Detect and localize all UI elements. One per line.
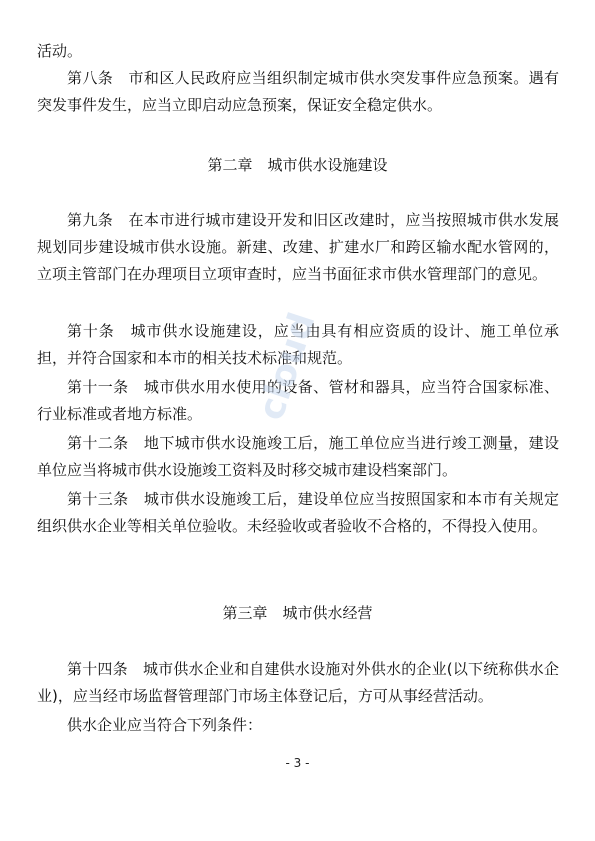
article-11: 第十一条 城市供水用水使用的设备、管材和器具，应当符合国家标准、行业标准或者地方标准。: [37, 378, 559, 423]
article-9: 第九条 在本市进行城市建设开发和旧区改建时，应当按照城市供水发展规划同步建设城市供水设施。新建、改建、扩建水厂和跨区输水配水管网的，立项主管部门在办理项目立项审查时，应当书面征求市供水管理部门的意见。: [37, 211, 559, 283]
article-14: 第十四条 城市供水企业和自建供水设施对外供水的企业(以下统称供水企业)，应当经市场监督管理部门市场主体登记后，方可从事经营活动。: [37, 660, 559, 705]
article-13: 第十三条 城市供水设施竣工后，建设单位应当按照国家和本市有关规定组织供水企业等相关单位验收。未经验收或者验收不合格的，不得投入使用。: [37, 490, 559, 535]
article-12: 第十二条 地下城市供水设施竣工后，施工单位应当进行竣工测量，建设单位应当将城市供水设施竣工资料及时移交城市建设档案部门。: [37, 434, 559, 479]
paragraph-continuation: 活动。: [37, 42, 83, 60]
supply-conditions-intro: 供水企业应当符合下列条件：: [67, 716, 263, 734]
watermark-text: cloud: [250, 307, 324, 426]
article-8: 第八条 市和区人民政府应当组织制定城市供水突发事件应急预案。遇有突发事件发生，应当立即启动应急预案，保证安全稳定供水。: [37, 69, 559, 114]
chapter-2-heading: 第二章 城市供水设施建设: [207, 156, 388, 174]
page-number: - 3 -: [285, 756, 310, 770]
article-10: 第十条 城市供水设施建设，应当由具有相应资质的设计、施工单位承担，并符合国家和本市的相关技术标准和规范。: [37, 322, 559, 367]
chapter-3-heading: 第三章 城市供水经营: [222, 604, 373, 622]
